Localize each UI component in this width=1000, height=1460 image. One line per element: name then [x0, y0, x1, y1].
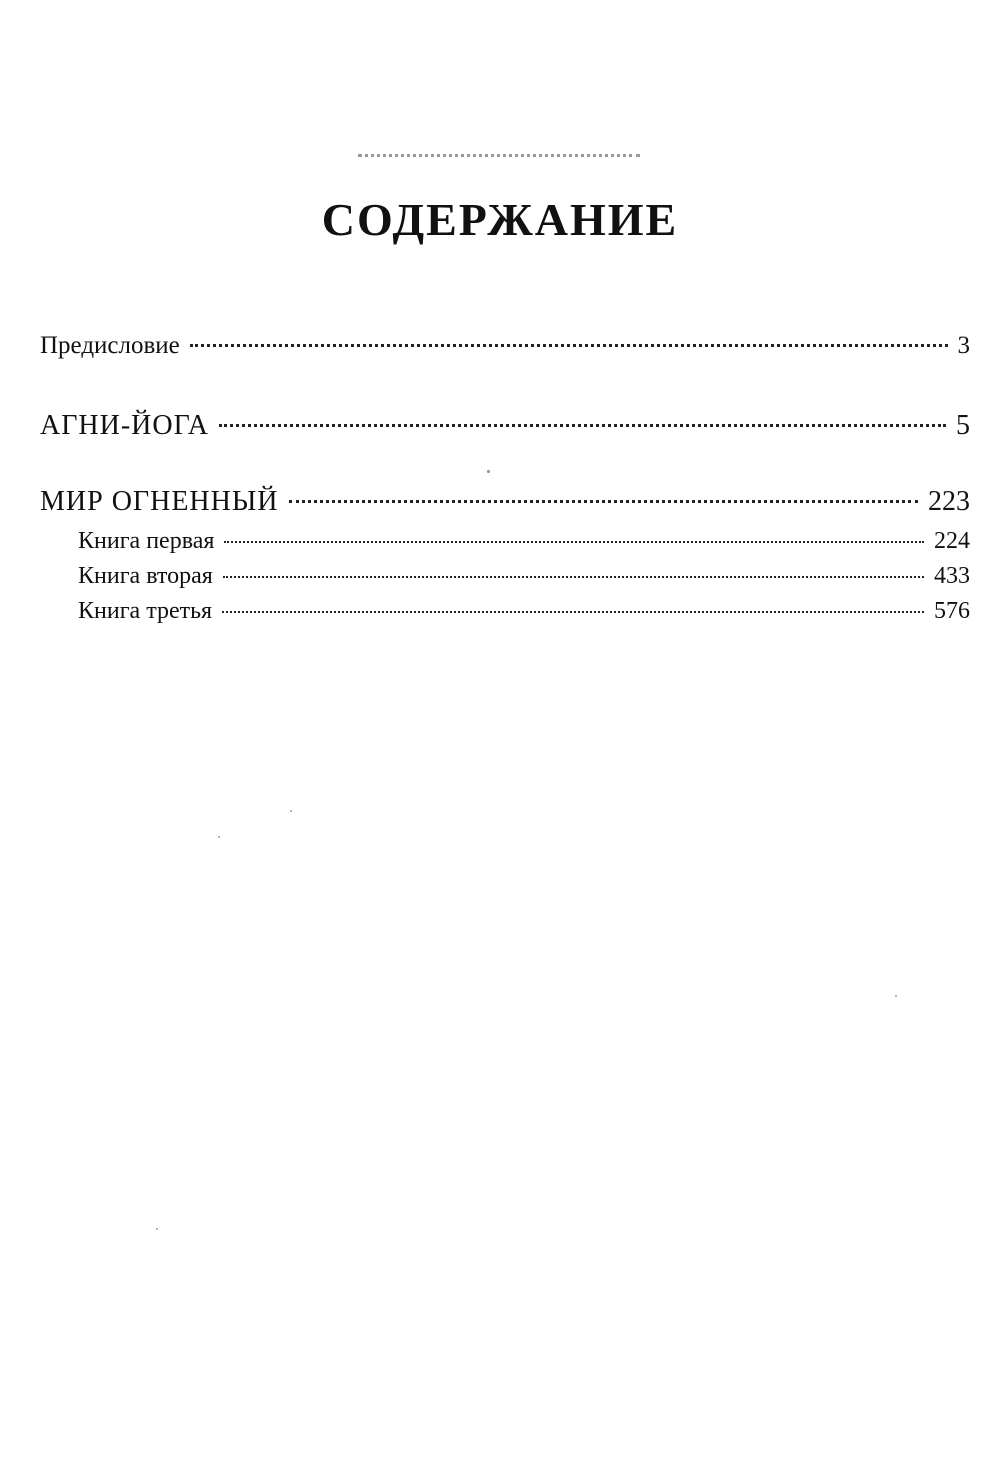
- toc-entry-book-one[interactable]: [40, 524, 970, 559]
- toc-page-number: 433: [934, 563, 970, 589]
- scan-speck: [156, 1228, 158, 1230]
- table-of-contents: [40, 326, 970, 629]
- scan-speck: [218, 836, 220, 838]
- toc-entry-label: МИР ОГНЕННЫЙ: [40, 486, 279, 517]
- page-title: СОДЕРЖАНИЕ: [321, 194, 679, 245]
- dotted-ornament: [358, 154, 640, 165]
- toc-entry-preface[interactable]: [40, 326, 970, 366]
- dot-leader: [223, 576, 924, 578]
- scan-speck: [290, 810, 292, 812]
- scan-speck: [487, 470, 490, 473]
- dot-leader: [190, 344, 948, 347]
- toc-entry-fiery-world[interactable]: [40, 480, 970, 524]
- dot-leader: [222, 611, 924, 613]
- toc-entry-label: Книга первая: [78, 528, 215, 554]
- toc-page-number: 224: [934, 528, 970, 554]
- toc-entry-book-two[interactable]: [40, 559, 970, 594]
- dot-leader: [224, 541, 924, 543]
- toc-page-number: 3: [957, 332, 970, 359]
- toc-page-number: 223: [928, 486, 970, 517]
- toc-entry-label: Предисловие: [40, 332, 180, 359]
- toc-entry-label: Книга третья: [78, 598, 213, 624]
- toc-entry-label: АГНИ-ЙОГА: [40, 410, 209, 441]
- toc-entry-agni-yoga[interactable]: [40, 404, 970, 448]
- toc-page-number: 576: [934, 598, 970, 624]
- scan-speck: [895, 995, 897, 997]
- dot-leader: [219, 424, 946, 427]
- dot-leader: [289, 500, 918, 503]
- toc-entry-book-three[interactable]: [40, 594, 970, 629]
- toc-page-number: 5: [956, 410, 970, 441]
- toc-entry-label: Книга вторая: [78, 563, 213, 589]
